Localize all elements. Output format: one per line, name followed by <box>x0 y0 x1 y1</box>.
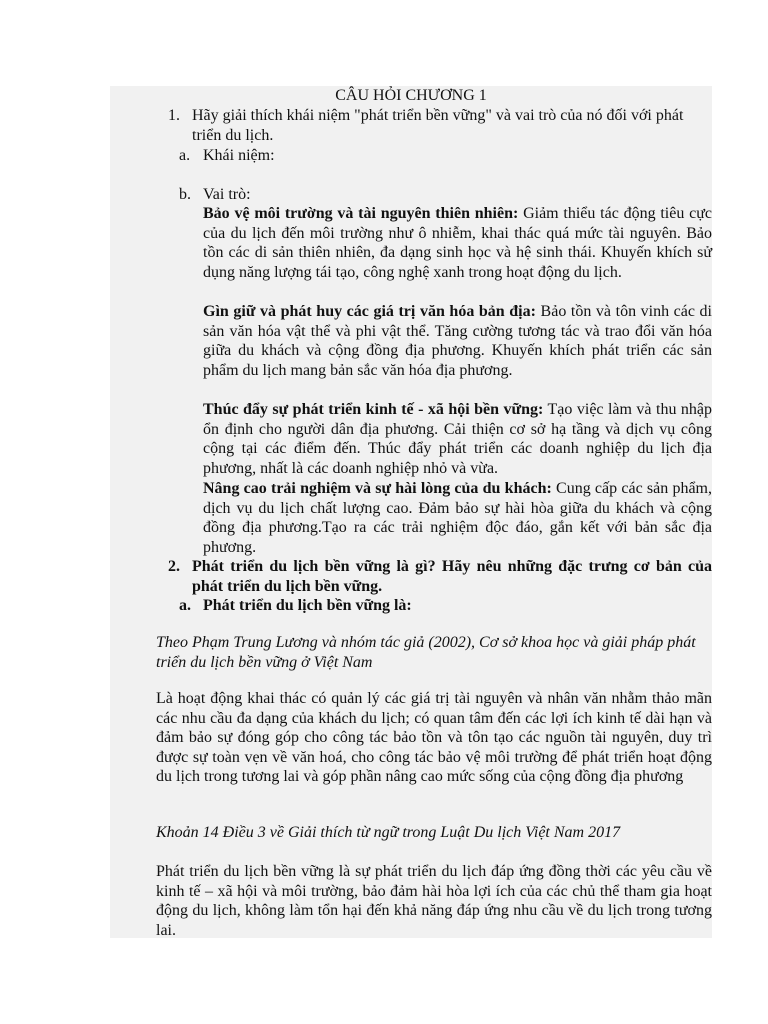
role-text: Tạo việc làm và thu nhập ổn định cho người dân địa phương. Cải thiện cơ sở hạ tầng và dịch vụ công cộng tại các điểm đến. Thúc đẩy phát triển các doanh nghiệp du lịch địa phương, nhất là các doanh nghiệp nhỏ và vừa. <box>203 401 713 477</box>
source-citation: Theo Phạm Trung Lương và nhóm tác giả (2002), Cơ sở khoa học và giải pháp phát triển du lịch bền vững ở Việt Nam <box>156 634 696 671</box>
definition-paragraph: Là hoạt động khai thác có quản lý các giá trị tài nguyên và nhân văn nhằm thảo mãn các nhu cầu đa dạng của khách du lịch; có quan tâm đến các lợi ích kinh tế dài hạn và đảm bảo sự đóng góp cho công tác bảo tồn và tôn tạo các nguồn tài nguyên, duy trì được sự toàn vẹn về văn hoá, cho công tác bảo vệ môi trường để phát triển hoạt động du lịch trong tương lai và góp phần nâng cao mức sống của cộng đồng địa phương <box>156 690 712 785</box>
role-heading: Thúc đẩy sự phát triển kinh tế - xã hội bền vững: <box>203 401 544 418</box>
q2-question: Phát triển du lịch bền vững là gì? Hãy nêu những đặc trưng cơ bản của phát triển du lịch bền vững. <box>192 558 712 595</box>
role-paragraph <box>203 400 712 478</box>
role-heading: Gìn giữ và phát huy các giá trị văn hóa bản địa: <box>203 303 536 320</box>
role-paragraph <box>203 204 712 282</box>
q1-question: Hãy giải thích khái niệm "phát triển bền vững" và vai trò của nó đối với phát triển du lịch. <box>192 107 684 144</box>
q1b-label: Vai trò: <box>203 186 251 203</box>
q1-number: 1. <box>168 107 180 124</box>
role-text: Cung cấp các sản phẩm, dịch vụ du lịch chất lượng cao. Đảm bảo sự hài hòa giữa du khách và cộng đồng địa phương.Tạo ra các trải nghiệm độc đáo, gắn kết với bản sắc địa phương. <box>203 480 712 556</box>
document-page <box>110 86 712 938</box>
definition-paragraph: Phát triển du lịch bền vững là sự phát triển du lịch đáp ứng đồng thời các yêu cầu về kinh tế – xã hội và môi trường, bảo đảm hài hòa lợi ích của các chủ thể tham gia hoạt động du lịch, không làm tổn hại đến khả năng đáp ứng nhu cầu về du lịch trong tương lai. <box>156 863 712 939</box>
q1a-label: Khái niệm: <box>203 147 275 164</box>
role-paragraph <box>203 479 712 557</box>
role-text: Giảm thiểu tác động tiêu cực của du lịch đến môi trường như ô nhiễm, khai thác quá mức tài nguyên. Bảo tồn các di sản thiên nhiên, đa dạng sinh học và hệ sinh thái. Khuyến khích sử dụng năng lượng tái tạo, công nghệ xanh trong hoạt động du lịch. <box>203 205 712 281</box>
role-heading: Bảo vệ môi trường và tài nguyên thiên nhiên: <box>203 205 519 222</box>
q2a-marker: a. <box>179 597 191 614</box>
role-text: Bảo tồn và tôn vinh các di sản văn hóa vật thể và phi vật thể. Tăng cường tương tác và trao đổi văn hóa giữa du khách và cộng đồng địa phương. Khuyến khích phát triển các sản phẩm du lịch mang bản sắc văn hóa địa phương. <box>203 303 713 379</box>
q1b-marker: b. <box>179 186 191 203</box>
source-citation: Khoản 14 Điều 3 về Giải thích từ ngữ trong Luật Du lịch Việt Nam 2017 <box>156 824 621 841</box>
role-paragraph <box>203 302 712 380</box>
q1a-marker: a. <box>179 147 191 164</box>
role-heading: Nâng cao trải nghiệm và sự hài lòng của du khách: <box>203 480 552 497</box>
q2-number: 2. <box>168 558 180 575</box>
document-title: CÂU HỎI CHƯƠNG 1 <box>335 87 487 104</box>
q2a-label: Phát triển du lịch bền vững là: <box>203 597 412 614</box>
